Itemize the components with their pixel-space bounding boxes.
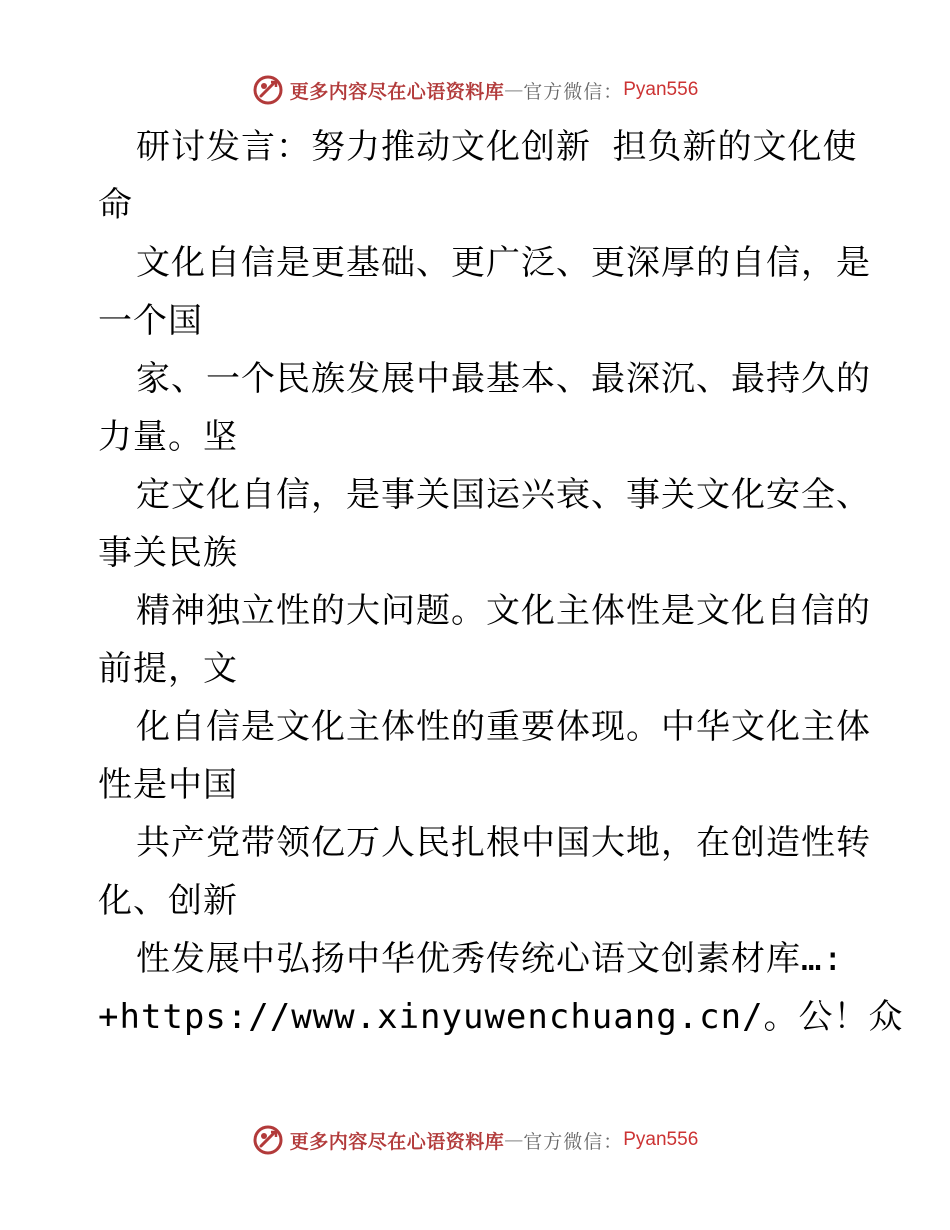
paragraph-line: 共产党带领亿万人民扎根中国大地，在创造性转 [136,823,871,863]
document-title-line-1: 研讨发言：努力推动文化创新 担负新的文化使 [136,127,858,167]
paragraph-line: 化、创新 [98,881,238,921]
paragraph-line-url: +https://www.xinyuwenchuang.cn/。公！众 [98,997,904,1037]
footer-dash: — [504,1129,524,1151]
page-footer [0,1120,950,1160]
paragraph-line: 性发展中弘扬中华优秀传统心语文创素材库…: [136,939,844,979]
paragraph-line: 文化自信是更基础、更广泛、更深厚的自信，是 [136,243,871,283]
paragraph-line: 定文化自信，是事关国运兴衰、事关文化安全、 [136,475,871,515]
brand-logo-icon [252,1124,284,1156]
paragraph-line: 性是中国 [98,765,238,805]
header-wechat-id: Pyan556 [623,79,699,100]
paragraph-line: 一个国 [98,301,203,341]
footer-wechat-id: Pyan556 [623,1129,699,1150]
brand-logo-icon [252,74,284,106]
document-body [98,118,904,1046]
paragraph-line: 前提，文 [98,649,238,689]
paragraph-line: 精神独立性的大问题。文化主体性是文化自信的 [136,591,871,631]
footer-brand-text: 更多内容尽在心语资料库 [289,1130,505,1153]
page-header [0,70,950,110]
footer-wechat-label: 官方微信： [523,1130,624,1153]
header-brand-text: 更多内容尽在心语资料库 [289,80,505,103]
paragraph-line: 事关民族 [98,533,238,573]
paragraph-line: 力量。坚 [98,417,238,457]
paragraph-line: 化自信是文化主体性的重要体现。中华文化主体 [136,707,871,747]
document-title-line-2: 命 [98,185,133,225]
paragraph-line: 家、一个民族发展中最基本、最深沉、最持久的 [136,359,871,399]
header-dash: — [504,79,524,101]
header-wechat-label: 官方微信： [523,80,624,103]
